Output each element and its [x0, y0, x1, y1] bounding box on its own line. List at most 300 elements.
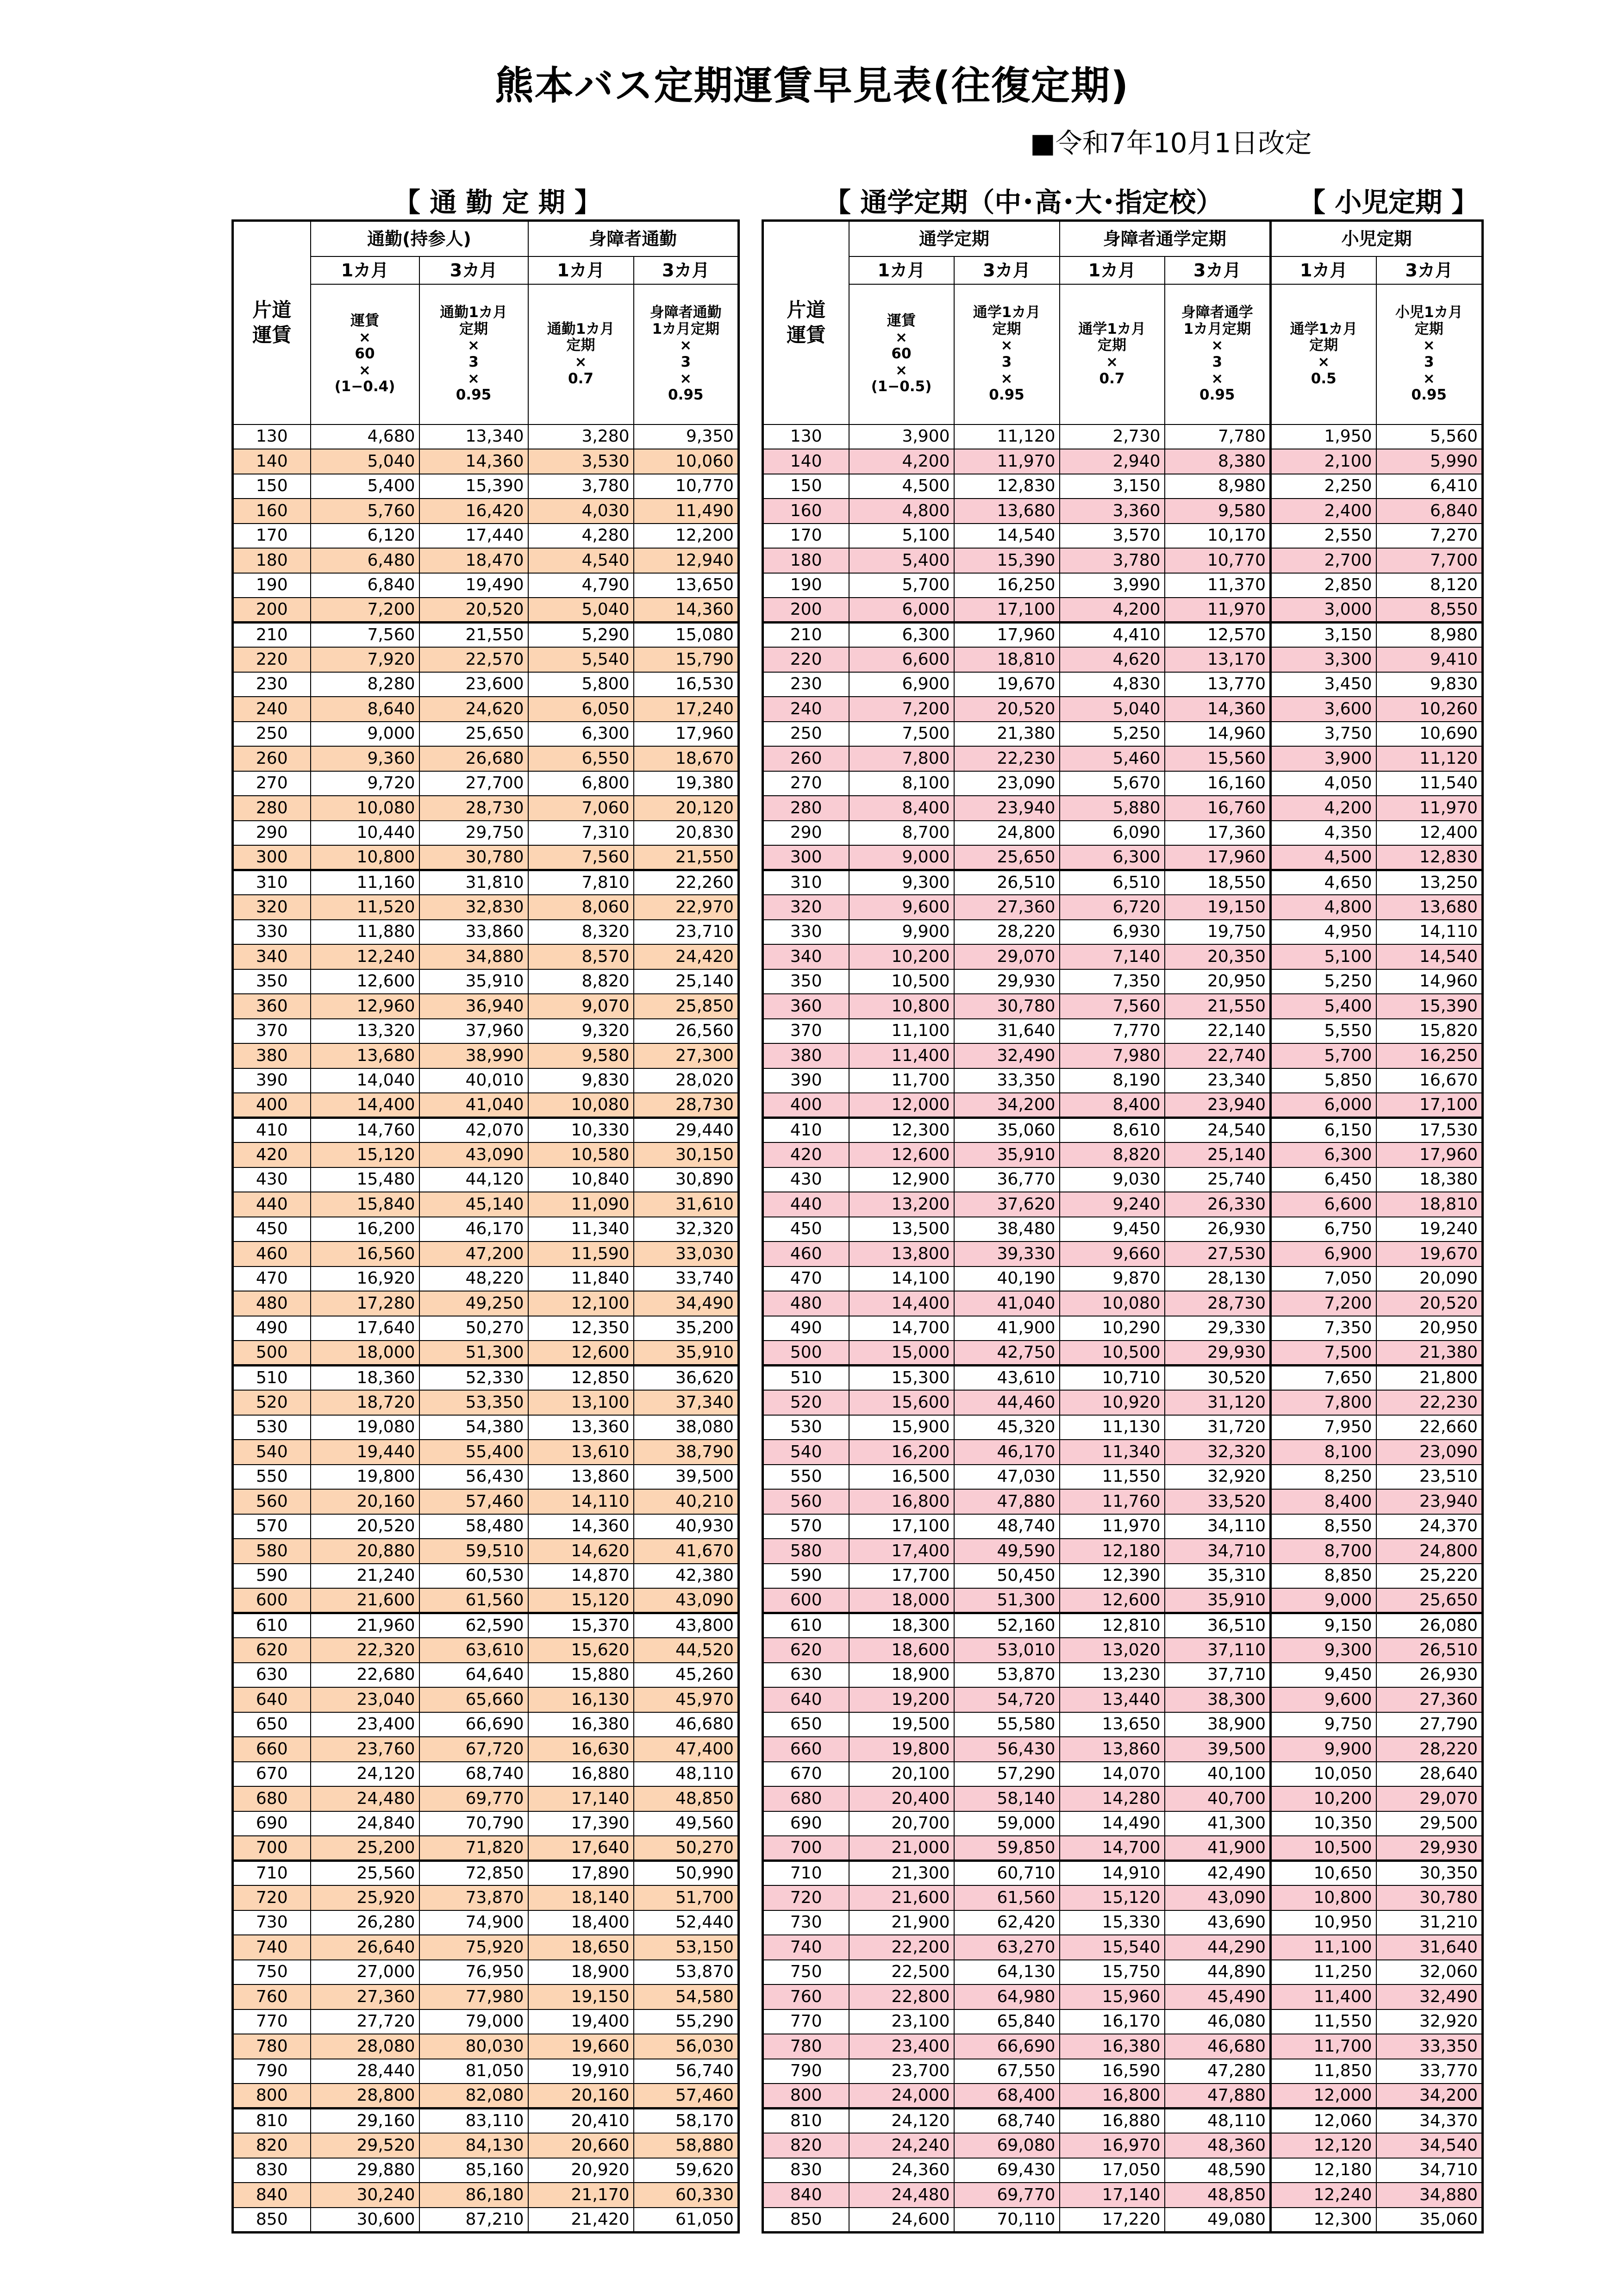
- fare-cell: 43,090: [634, 1588, 739, 1613]
- base-fare-cell: 770: [233, 2009, 311, 2034]
- fare-cell: 6,600: [849, 647, 954, 672]
- fare-cell: 52,440: [634, 1910, 739, 1935]
- fare-cell: 35,910: [1165, 1588, 1271, 1613]
- fare-cell: 5,400: [311, 474, 419, 499]
- fare-cell: 34,110: [1165, 1514, 1271, 1539]
- fare-cell: 31,720: [1165, 1415, 1271, 1440]
- base-fare-cell: 500: [763, 1341, 849, 1366]
- fare-cell: 29,880: [311, 2158, 419, 2183]
- fare-cell: 6,800: [528, 771, 634, 796]
- fare-cell: 8,380: [1165, 449, 1271, 474]
- fare-cell: 8,400: [1271, 1489, 1376, 1514]
- base-fare-cell: 520: [233, 1390, 311, 1415]
- fare-cell: 7,560: [528, 845, 634, 870]
- fare-cell: 18,550: [1165, 870, 1271, 895]
- fare-cell: 20,350: [1165, 944, 1271, 969]
- table-row: [233, 598, 739, 623]
- base-fare-cell: 660: [233, 1737, 311, 1762]
- fare-cell: 24,120: [311, 1762, 419, 1787]
- base-fare-cell: 230: [233, 672, 311, 697]
- fare-cell: 28,020: [634, 1068, 739, 1093]
- fare-cell: 15,600: [849, 1390, 954, 1415]
- table-row: [763, 1588, 1483, 1613]
- fare-cell: 49,080: [1165, 2208, 1271, 2233]
- fare-cell: 3,280: [528, 424, 634, 449]
- fare-cell: 20,120: [634, 796, 739, 821]
- fare-cell: 28,080: [311, 2034, 419, 2059]
- fare-cell: 15,960: [1060, 1984, 1165, 2009]
- base-fare-cell: 480: [233, 1291, 311, 1316]
- base-fare-cell: 850: [233, 2208, 311, 2233]
- fare-cell: 24,600: [849, 2208, 954, 2233]
- fare-cell: 8,060: [528, 895, 634, 920]
- base-fare-cell: 470: [763, 1267, 849, 1292]
- base-fare-cell: 730: [233, 1910, 311, 1935]
- fare-cell: 41,040: [419, 1093, 528, 1118]
- fare-cell: 20,520: [954, 697, 1060, 722]
- fare-cell: 17,960: [1376, 1142, 1483, 1167]
- fare-cell: 6,300: [1060, 845, 1165, 870]
- base-fare-cell: 720: [763, 1885, 849, 1910]
- base-fare-cell: 770: [763, 2009, 849, 2034]
- fare-cell: 20,950: [1376, 1316, 1483, 1341]
- fare-cell: 5,990: [1376, 449, 1483, 474]
- fare-cell: 32,920: [1165, 1465, 1271, 1490]
- fare-cell: 13,610: [528, 1440, 634, 1465]
- fare-cell: 45,970: [634, 1687, 739, 1712]
- fare-cell: 6,550: [528, 746, 634, 771]
- base-fare-cell: 300: [233, 845, 311, 870]
- table-row: [763, 1366, 1483, 1391]
- fare-cell: 16,970: [1060, 2133, 1165, 2158]
- table-row: [763, 1316, 1483, 1341]
- fare-cell: 14,360: [1165, 697, 1271, 722]
- fare-cell: 30,350: [1376, 1861, 1483, 1886]
- fare-cell: 16,380: [1060, 2034, 1165, 2059]
- base-fare-cell: 350: [763, 969, 849, 994]
- fare-cell: 14,760: [311, 1118, 419, 1143]
- fare-cell: 3,000: [1271, 598, 1376, 623]
- base-fare-cell: 430: [233, 1167, 311, 1192]
- fare-cell: 25,650: [419, 722, 528, 747]
- table-row: [233, 1093, 739, 1118]
- base-fare-cell: 630: [233, 1663, 311, 1688]
- fare-cell: 17,400: [849, 1539, 954, 1564]
- fare-cell: 60,330: [634, 2183, 739, 2208]
- base-fare-cell: 590: [233, 1564, 311, 1589]
- fare-cell: 10,770: [634, 474, 739, 499]
- fare-cell: 26,510: [1376, 1638, 1483, 1663]
- formula-disabled-school-1m: 通学1カ月 定期 × 0.7: [1060, 284, 1165, 424]
- table-row: [233, 1786, 739, 1811]
- fare-cell: 58,140: [954, 1786, 1060, 1811]
- fare-cell: 8,550: [1376, 598, 1483, 623]
- fare-cell: 17,390: [528, 1811, 634, 1836]
- table-row: [763, 1167, 1483, 1192]
- table-row: [763, 1489, 1483, 1514]
- fare-cell: 4,680: [311, 424, 419, 449]
- base-fare-cell: 330: [233, 920, 311, 945]
- base-fare-cell: 350: [233, 969, 311, 994]
- fare-cell: 4,800: [1271, 895, 1376, 920]
- fare-cell: 7,770: [1060, 1019, 1165, 1044]
- fare-cell: 31,640: [1376, 1935, 1483, 1960]
- base-fare-cell: 200: [763, 598, 849, 623]
- table-row: [763, 1836, 1483, 1861]
- fare-cell: 29,160: [311, 2109, 419, 2134]
- base-fare-cell: 210: [233, 623, 311, 648]
- fare-cell: 9,450: [1271, 1663, 1376, 1688]
- table-row: [233, 524, 739, 549]
- fare-cell: 4,280: [528, 524, 634, 549]
- fare-cell: 11,130: [1060, 1415, 1165, 1440]
- base-fare-cell: 220: [233, 647, 311, 672]
- fare-cell: 22,500: [849, 1960, 954, 1985]
- table-row: [763, 1539, 1483, 1564]
- fare-cell: 55,580: [954, 1712, 1060, 1737]
- fare-cell: 13,200: [849, 1192, 954, 1217]
- base-fare-cell: 700: [763, 1836, 849, 1861]
- fare-cell: 12,600: [311, 969, 419, 994]
- fare-cell: 30,520: [1165, 1366, 1271, 1391]
- fare-cell: 2,550: [1271, 524, 1376, 549]
- table-row: [233, 1341, 739, 1366]
- fare-cell: 35,910: [954, 1142, 1060, 1167]
- table-row: [233, 1019, 739, 1044]
- fare-cell: 16,760: [1165, 796, 1271, 821]
- fare-cell: 2,250: [1271, 474, 1376, 499]
- fare-cell: 10,500: [1271, 1836, 1376, 1861]
- fare-cell: 14,960: [1376, 969, 1483, 994]
- fare-cell: 42,380: [634, 1564, 739, 1589]
- fare-cell: 14,100: [849, 1267, 954, 1292]
- fare-cell: 63,610: [419, 1638, 528, 1663]
- fare-cell: 8,280: [311, 672, 419, 697]
- fare-cell: 35,200: [634, 1316, 739, 1341]
- fare-cell: 12,830: [954, 474, 1060, 499]
- fare-cell: 42,750: [954, 1341, 1060, 1366]
- fare-cell: 20,090: [1376, 1267, 1483, 1292]
- fare-cell: 4,650: [1271, 870, 1376, 895]
- fare-cell: 13,020: [1060, 1638, 1165, 1663]
- fare-cell: 5,550: [1271, 1019, 1376, 1044]
- fare-cell: 17,530: [1376, 1118, 1483, 1143]
- school-fare-table: [762, 219, 1484, 2234]
- fare-cell: 13,170: [1165, 647, 1271, 672]
- fare-cell: 3,530: [528, 449, 634, 474]
- fare-cell: 15,880: [528, 1663, 634, 1688]
- fare-cell: 15,390: [1376, 994, 1483, 1019]
- fare-cell: 9,450: [1060, 1217, 1165, 1242]
- fare-cell: 5,250: [1271, 969, 1376, 994]
- fare-cell: 2,700: [1271, 548, 1376, 573]
- table-row: [763, 1043, 1483, 1068]
- fare-cell: 38,300: [1165, 1687, 1271, 1712]
- fare-cell: 11,400: [1271, 1984, 1376, 2009]
- fare-cell: 4,790: [528, 573, 634, 598]
- base-fare-cell: 150: [763, 474, 849, 499]
- fare-cell: 17,050: [1060, 2158, 1165, 2183]
- fare-cell: 22,140: [1165, 1019, 1271, 1044]
- table-row: [233, 1118, 739, 1143]
- fare-cell: 3,360: [1060, 499, 1165, 524]
- fare-cell: 28,800: [311, 2084, 419, 2109]
- fare-cell: 85,160: [419, 2158, 528, 2183]
- fare-cell: 17,960: [954, 623, 1060, 648]
- table-row: [763, 1291, 1483, 1316]
- header-1-month: 1カ月: [849, 256, 954, 284]
- base-fare-cell: 280: [233, 796, 311, 821]
- fare-cell: 39,330: [954, 1242, 1060, 1267]
- base-fare-cell: 690: [763, 1811, 849, 1836]
- fare-cell: 34,370: [1376, 2109, 1483, 2134]
- base-fare-cell: 360: [233, 994, 311, 1019]
- fare-cell: 4,830: [1060, 672, 1165, 697]
- fare-cell: 33,350: [954, 1068, 1060, 1093]
- fare-cell: 11,970: [1376, 796, 1483, 821]
- fare-cell: 17,240: [634, 697, 739, 722]
- fare-cell: 19,750: [1165, 920, 1271, 945]
- table-row: [763, 2034, 1483, 2059]
- fare-cell: 23,090: [1376, 1440, 1483, 1465]
- table-row: [233, 1539, 739, 1564]
- fare-cell: 32,490: [954, 1043, 1060, 1068]
- fare-cell: 14,620: [528, 1539, 634, 1564]
- fare-cell: 60,530: [419, 1564, 528, 1589]
- fare-cell: 31,210: [1376, 1910, 1483, 1935]
- fare-cell: 6,050: [528, 697, 634, 722]
- fare-cell: 24,360: [849, 2158, 954, 2183]
- table-row: [233, 474, 739, 499]
- fare-cell: 3,150: [1060, 474, 1165, 499]
- fare-cell: 11,490: [634, 499, 739, 524]
- fare-cell: 3,450: [1271, 672, 1376, 697]
- fare-cell: 15,000: [849, 1341, 954, 1366]
- fare-cell: 75,920: [419, 1935, 528, 1960]
- fare-cell: 23,940: [954, 796, 1060, 821]
- fare-cell: 28,440: [311, 2059, 419, 2084]
- fare-cell: 13,250: [1376, 870, 1483, 895]
- fare-cell: 24,800: [1376, 1539, 1483, 1564]
- base-fare-cell: 230: [763, 672, 849, 697]
- header-1-month: 1カ月: [1271, 256, 1376, 284]
- fare-cell: 7,980: [1060, 1043, 1165, 1068]
- fare-cell: 13,860: [528, 1465, 634, 1490]
- fare-cell: 25,220: [1376, 1564, 1483, 1589]
- fare-cell: 10,920: [1060, 1390, 1165, 1415]
- fare-cell: 11,700: [1271, 2034, 1376, 2059]
- base-fare-cell: 290: [763, 821, 849, 846]
- fare-cell: 4,950: [1271, 920, 1376, 945]
- fare-cell: 18,140: [528, 1885, 634, 1910]
- fare-cell: 16,250: [954, 573, 1060, 598]
- fare-cell: 16,880: [1060, 2109, 1165, 2134]
- fare-cell: 9,830: [528, 1068, 634, 1093]
- fare-cell: 11,250: [1271, 1960, 1376, 1985]
- fare-cell: 8,400: [849, 796, 954, 821]
- fare-cell: 16,380: [528, 1712, 634, 1737]
- fare-cell: 4,800: [849, 499, 954, 524]
- fare-cell: 10,080: [311, 796, 419, 821]
- fare-cell: 27,360: [954, 895, 1060, 920]
- fare-cell: 12,200: [634, 524, 739, 549]
- fare-cell: 36,940: [419, 994, 528, 1019]
- table-row: [233, 1663, 739, 1688]
- fare-cell: 45,490: [1165, 1984, 1271, 2009]
- table-row: [763, 2183, 1483, 2208]
- table-row: [763, 1984, 1483, 2009]
- table-row: [233, 821, 739, 846]
- fare-cell: 39,500: [634, 1465, 739, 1490]
- base-fare-cell: 280: [763, 796, 849, 821]
- base-fare-cell: 290: [233, 821, 311, 846]
- table-row: [233, 1638, 739, 1663]
- fare-cell: 8,640: [311, 697, 419, 722]
- header-3-month: 3カ月: [1165, 256, 1271, 284]
- fare-cell: 11,400: [849, 1043, 954, 1068]
- fare-cell: 34,880: [1376, 2183, 1483, 2208]
- fare-cell: 48,740: [954, 1514, 1060, 1539]
- fare-cell: 34,200: [954, 1093, 1060, 1118]
- fare-cell: 15,540: [1060, 1935, 1165, 1960]
- fare-cell: 8,700: [849, 821, 954, 846]
- fare-cell: 7,050: [1271, 1267, 1376, 1292]
- fare-cell: 8,400: [1060, 1093, 1165, 1118]
- fare-cell: 6,300: [1271, 1142, 1376, 1167]
- fare-cell: 52,160: [954, 1613, 1060, 1638]
- base-fare-cell: 180: [763, 548, 849, 573]
- fare-cell: 23,040: [311, 1687, 419, 1712]
- fare-cell: 25,920: [311, 1885, 419, 1910]
- base-fare-cell: 720: [233, 1885, 311, 1910]
- table-row: [233, 672, 739, 697]
- table-row: [233, 2059, 739, 2084]
- fare-cell: 11,550: [1060, 1465, 1165, 1490]
- table-row: [763, 623, 1483, 648]
- fare-cell: 29,440: [634, 1118, 739, 1143]
- fare-cell: 1,950: [1271, 424, 1376, 449]
- table-row: [233, 771, 739, 796]
- fare-cell: 6,930: [1060, 920, 1165, 945]
- fare-cell: 48,850: [1165, 2183, 1271, 2208]
- fare-cell: 32,920: [1376, 2009, 1483, 2034]
- fare-cell: 46,080: [1165, 2009, 1271, 2034]
- fare-cell: 11,120: [954, 424, 1060, 449]
- fare-cell: 26,510: [954, 870, 1060, 895]
- fare-cell: 6,090: [1060, 821, 1165, 846]
- fare-cell: 19,490: [419, 573, 528, 598]
- fare-cell: 4,030: [528, 499, 634, 524]
- fare-cell: 20,880: [311, 1539, 419, 1564]
- fare-cell: 31,120: [1165, 1390, 1271, 1415]
- fare-cell: 9,240: [1060, 1192, 1165, 1217]
- fare-cell: 47,880: [954, 1489, 1060, 1514]
- base-fare-cell: 240: [763, 697, 849, 722]
- fare-cell: 11,090: [528, 1192, 634, 1217]
- fare-cell: 46,170: [419, 1217, 528, 1242]
- base-fare-cell: 450: [233, 1217, 311, 1242]
- fare-cell: 50,450: [954, 1564, 1060, 1589]
- fare-cell: 27,300: [634, 1043, 739, 1068]
- fare-cell: 6,150: [1271, 1118, 1376, 1143]
- fare-cell: 9,660: [1060, 1242, 1165, 1267]
- fare-cell: 70,110: [954, 2208, 1060, 2233]
- table-row: [233, 1068, 739, 1093]
- fare-cell: 48,220: [419, 1267, 528, 1292]
- table-row: [763, 548, 1483, 573]
- base-fare-cell: 210: [763, 623, 849, 648]
- table-row: [763, 474, 1483, 499]
- fare-cell: 11,120: [1376, 746, 1483, 771]
- base-fare-cell: 640: [233, 1687, 311, 1712]
- fare-cell: 14,360: [528, 1514, 634, 1539]
- fare-cell: 59,850: [954, 1836, 1060, 1861]
- fare-cell: 15,370: [528, 1613, 634, 1638]
- fare-cell: 15,390: [954, 548, 1060, 573]
- table-row: [763, 1514, 1483, 1539]
- fare-cell: 29,070: [1376, 1786, 1483, 1811]
- table-row: [233, 499, 739, 524]
- table-row: [763, 920, 1483, 945]
- formula-disabled-school-3m: 身障者通学 1カ月定期 × 3 × 0.95: [1165, 284, 1271, 424]
- table-row: [763, 1242, 1483, 1267]
- fare-cell: 19,670: [1376, 1242, 1483, 1267]
- header-base-fare: 片道 運賃: [763, 221, 849, 424]
- table-row: [763, 1415, 1483, 1440]
- fare-cell: 40,100: [1165, 1762, 1271, 1787]
- fare-cell: 41,900: [1165, 1836, 1271, 1861]
- base-fare-cell: 740: [233, 1935, 311, 1960]
- base-fare-cell: 250: [233, 722, 311, 747]
- fare-cell: 46,680: [1165, 2034, 1271, 2059]
- fare-cell: 18,400: [528, 1910, 634, 1935]
- fare-cell: 21,170: [528, 2183, 634, 2208]
- fare-cell: 6,300: [849, 623, 954, 648]
- fare-cell: 8,820: [1060, 1142, 1165, 1167]
- fare-cell: 16,130: [528, 1687, 634, 1712]
- fare-cell: 68,740: [419, 1762, 528, 1787]
- table-row: [233, 449, 739, 474]
- fare-cell: 5,100: [849, 524, 954, 549]
- fare-cell: 34,200: [1376, 2084, 1483, 2109]
- table-row: [763, 821, 1483, 846]
- fare-cell: 2,730: [1060, 424, 1165, 449]
- fare-cell: 9,360: [311, 746, 419, 771]
- fare-cell: 35,910: [634, 1341, 739, 1366]
- fare-cell: 7,500: [849, 722, 954, 747]
- fare-cell: 19,080: [311, 1415, 419, 1440]
- base-fare-cell: 800: [233, 2084, 311, 2109]
- fare-cell: 17,140: [528, 1786, 634, 1811]
- fare-cell: 18,600: [849, 1638, 954, 1663]
- fare-cell: 8,850: [1271, 1564, 1376, 1589]
- fare-cell: 21,550: [419, 623, 528, 648]
- fare-cell: 3,300: [1271, 647, 1376, 672]
- fare-cell: 12,390: [1060, 1564, 1165, 1589]
- fare-cell: 87,210: [419, 2208, 528, 2233]
- table-row: [233, 1316, 739, 1341]
- fare-cell: 9,350: [634, 424, 739, 449]
- fare-cell: 44,890: [1165, 1960, 1271, 1985]
- fare-cell: 4,200: [1271, 796, 1376, 821]
- formula-commute-3m: 通勤1カ月 定期 × 3 × 0.95: [419, 284, 528, 424]
- fare-cell: 13,230: [1060, 1663, 1165, 1688]
- table-row: [763, 2109, 1483, 2134]
- table-row: [763, 1465, 1483, 1490]
- fare-cell: 52,330: [419, 1366, 528, 1391]
- base-fare-cell: 140: [763, 449, 849, 474]
- fare-cell: 7,560: [1060, 994, 1165, 1019]
